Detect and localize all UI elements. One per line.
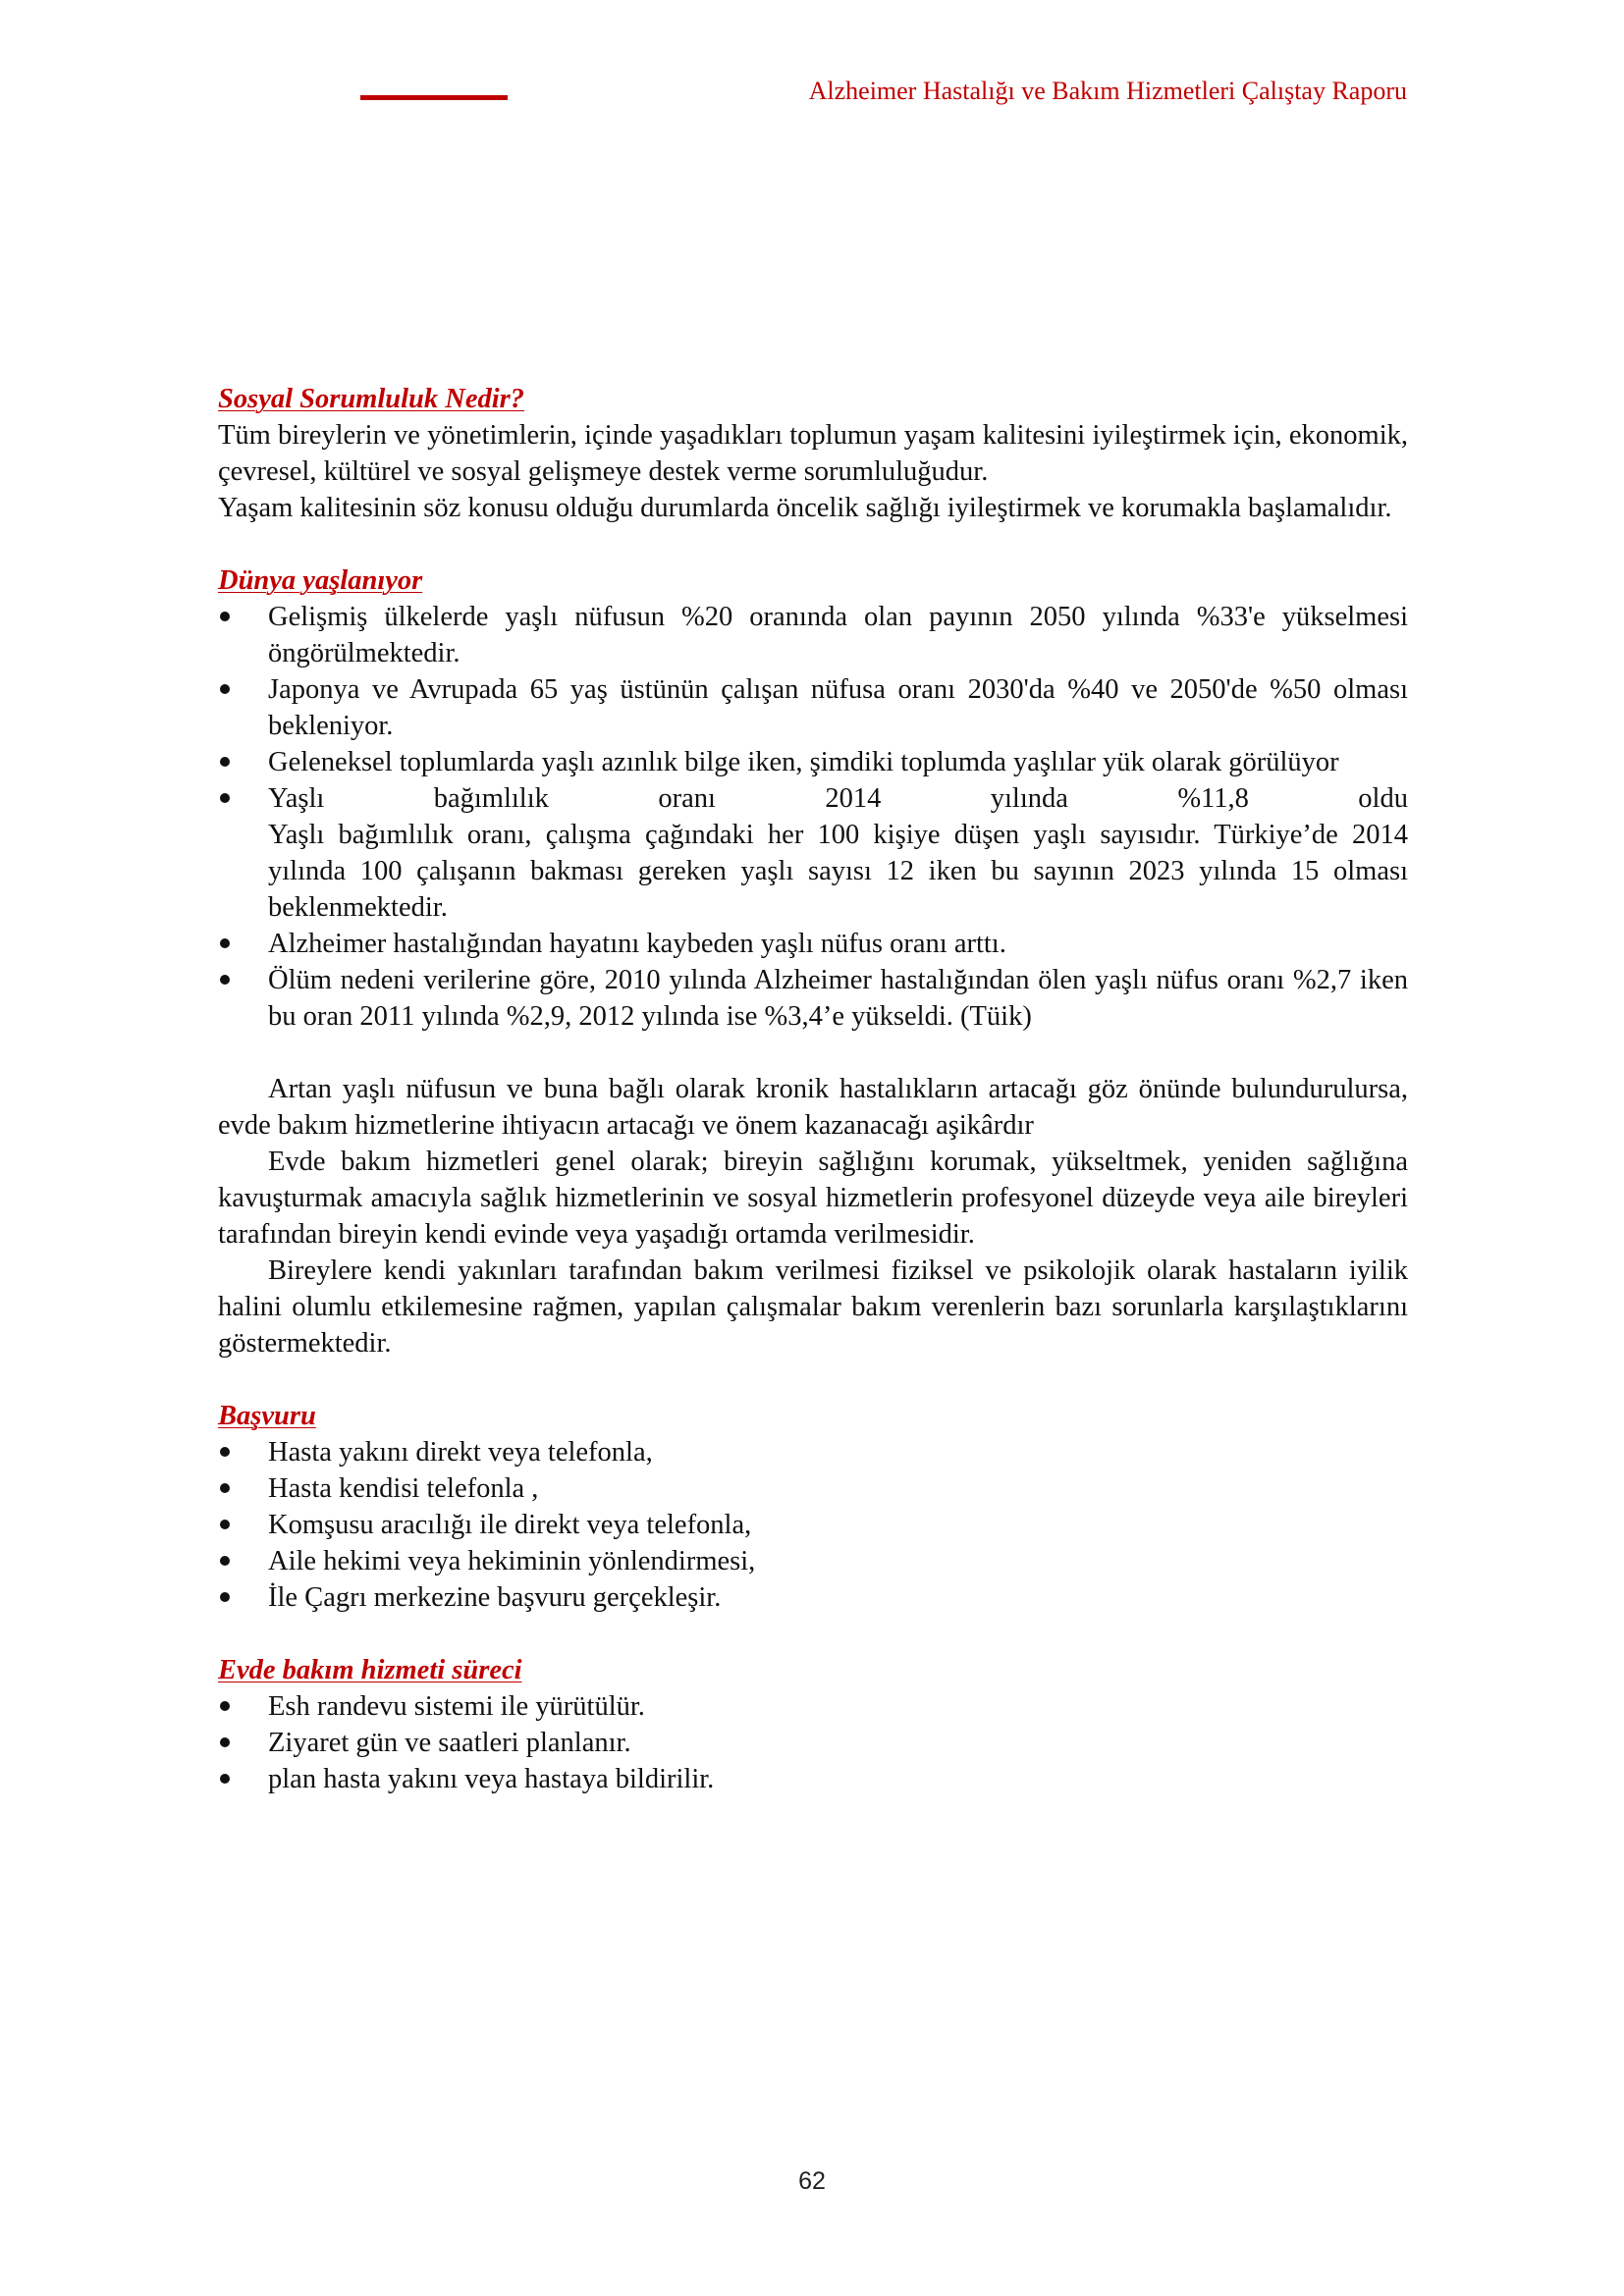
spacer [218,1616,1408,1652]
document-body [218,381,1408,1797]
page-number: 62 [798,2167,826,2195]
list-item: Komşusu aracılığı ile direkt veya telefonla, [218,1507,1408,1543]
list-item: İle Çagrı merkezine başvuru gerçekleşir. [218,1579,1408,1616]
word: oldu [1358,783,1408,814]
paragraph-social-responsibility-definition: Tüm bireylerin ve yönetimlerin, içinde yaşadıkları toplumun yaşam kalitesini iyileştirmek için, ekonomik, çevresel, kültürel ve sosyal gelişmeye destek verme sorumluluğudur. [218,420,1408,487]
list-item: Aile hekimi veya hekiminin yönlendirmesi, [218,1543,1408,1579]
header-rule [360,95,508,100]
paragraph-caregiver-problems: Bireylere kendi yakınları tarafından bakım verilmesi fiziksel ve psikolojik olarak hastaların iyilik halini olumlu etkilemesine rağmen, yapılan çalışmalar bakım verenlerin bazı sorunlarla karşılaştıklarını göstermektedir. [218,1255,1408,1359]
list-item: Japonya ve Avrupada 65 yaş üstünün çalışan nüfusa oranı 2030'da %40 ve 2050'de %50 olması bekleniyor. [218,671,1408,744]
word: bağımlılık [433,783,549,814]
spacer [218,1362,1408,1398]
section-heading-application: Başvuru [218,1401,316,1431]
word: Yaşlı [268,783,325,814]
list-item-dependency-ratio [218,780,1408,926]
paragraph-home-care-definition: Evde bakım hizmetleri genel olarak; bireyin sağlığını korumak, yükseltmek, yeniden sağlığına kavuşturmak amacıyla sağlık hizmetlerinin ve sosyal hizmetlerin profesyonel düzeyde veya aile bireyleri tarafından bireyin kendi evinde veya yaşadığı ortamda verilmesidir. [218,1147,1408,1250]
section-heading-social-responsibility: Sosyal Sorumluluk Nedir? [218,384,524,414]
dependency-ratio-explanation: Yaşlı bağımlılık oranı, çalışma çağındaki her 100 kişiye düşen yaşlı sayısıdır. Türkiye’de 2014 yılında 100 çalışanın bakması gereken yaşlı sayısı 12 iken bu sayının 2023 yılında 15 olması beklenmektedir. [268,820,1408,923]
section-heading-world-aging: Dünya yaşlanıyor [218,565,423,596]
paragraph-home-care-need: Artan yaşlı nüfusun ve buna bağlı olarak kronik hastalıkların artacağı göz önünde bulundurulursa, evde bakım hizmetlerine ihtiyacın artacağı ve önem kazanacağı aşikârdır [218,1074,1408,1141]
spacer [218,1035,1408,1071]
list-item: Gelişmiş ülkelerde yaşlı nüfusun %20 oranında olan payının 2050 yılında %33'e yükselmesi öngörülmektedir. [218,599,1408,671]
header-title: Alzheimer Hastalığı ve Bakım Hizmetleri Çalıştay Raporu [808,77,1407,105]
word: 2014 [825,783,882,814]
word: oranı [658,783,716,814]
list-item: Alzheimer hastalığından hayatını kaybeden yaşlı nüfus oranı arttı. [218,926,1408,962]
section-heading-home-care-process: Evde bakım hizmeti süreci [218,1655,522,1685]
spacer [218,526,1408,562]
list-item: Hasta kendisi telefonla , [218,1470,1408,1507]
word: %11,8 [1177,783,1249,814]
list-item: Ziyaret gün ve saatleri planlanır. [218,1725,1408,1761]
list-item: Hasta yakını direkt veya telefonla, [218,1434,1408,1470]
list-item: Geleneksel toplumlarda yaşlı azınlık bilge iken, şimdiki toplumda yaşlılar yük olarak görülüyor [218,744,1408,780]
application-list [218,1434,1408,1616]
word: yılında [990,783,1068,814]
world-aging-list [218,599,1408,1035]
list-item: Ölüm nedeni verilerine göre, 2010 yılında Alzheimer hastalığından ölen yaşlı nüfus oranı %2,7 iken bu oran 2011 yılında %2,9, 2012 yılında ise %3,4’e yükseldi. (Tüik) [218,962,1408,1035]
dependency-ratio-line [268,780,1408,817]
list-item: Esh randevu sistemi ile yürütülür. [218,1688,1408,1725]
list-item: plan hasta yakını veya hastaya bildirilir. [218,1761,1408,1797]
paragraph-quality-of-life: Yaşam kalitesinin söz konusu olduğu durumlarda öncelik sağlığı iyileştirmek ve korumakla başlamalıdır. [218,493,1392,523]
home-care-process-list [218,1688,1408,1797]
